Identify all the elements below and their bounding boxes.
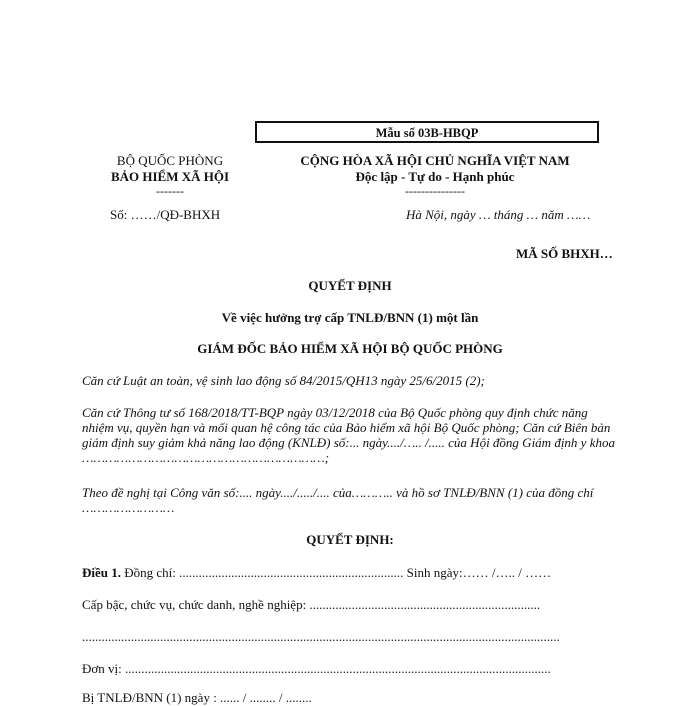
social-insurance-code: MÃ SỐ BHXH…: [516, 246, 613, 261]
place-date: Hà Nội, ngày … tháng … năm ……: [406, 207, 591, 222]
motto-divider: ---------------: [405, 184, 465, 198]
legal-basis-proposal: Theo đề nghị tại Công văn số:.... ngày..../...../.... của……….. và hồ sơ TNLĐ/BNN (1) của đồng chí ……………………: [82, 485, 594, 515]
blank-fill-line: ...................................................................................................................................................: [82, 629, 560, 644]
article-1-label: Điều 1.: [82, 565, 121, 580]
national-motto: Độc lập - Tự do - Hạnh phúc: [355, 169, 515, 184]
decision-heading: QUYẾT ĐỊNH:: [306, 532, 394, 547]
legal-basis-law: Căn cứ Luật an toàn, vệ sinh lao động số 84/2015/QH13 ngày 25/6/2015 (2);: [82, 373, 485, 388]
rank-position-field: Cấp bậc, chức vụ, chức danh, nghề nghiệp: .......................................................................: [82, 597, 541, 612]
article-1-line: [82, 565, 551, 581]
document-number: Số: ……/QĐ-BHXH: [110, 207, 221, 222]
agency-name: BẢO HIỂM XÃ HỘI: [110, 169, 230, 184]
decision-subject: Về việc hưởng trợ cấp TNLĐ/BNN (1) một lần: [221, 310, 479, 325]
article-1-text: Đồng chí: ..................................................................... Sinh ngày:…… /….. / ……: [121, 565, 552, 580]
agency-divider: -------: [156, 184, 184, 198]
issuer-title: GIÁM ĐỐC BẢO HIỂM XÃ HỘI BỘ QUỐC PHÒNG: [197, 341, 503, 356]
republic-name: CỘNG HÒA XÃ HỘI CHỦ NGHĨA VIỆT NAM: [300, 153, 570, 168]
unit-field: Đơn vị: ...................................................................................................................................: [82, 661, 551, 676]
ministry-name: BỘ QUỐC PHÒNG: [116, 153, 224, 168]
form-code-box: Mẫu số 03B-HBQP: [255, 121, 599, 143]
accident-date-field: Bị TNLĐ/BNN (1) ngày : ...... / ........ / ........: [82, 690, 312, 705]
legal-basis-circular: Căn cứ Thông tư số 168/2018/TT-BQP ngày 03/12/2018 của Bộ Quốc phòng quy định chức năng nhiệm vụ, quyền hạn và mối quan hệ công tác của Bảo hiểm xã hội Bộ Quốc phòng; Căn cứ Biên bản giám định suy giảm khả năng lao động (KNLĐ) số:... ngày..../….. /..... của Hội đồng Giám định y khoa ………………………………………………………;: [82, 405, 615, 465]
decision-title: QUYẾT ĐỊNH: [308, 278, 392, 293]
